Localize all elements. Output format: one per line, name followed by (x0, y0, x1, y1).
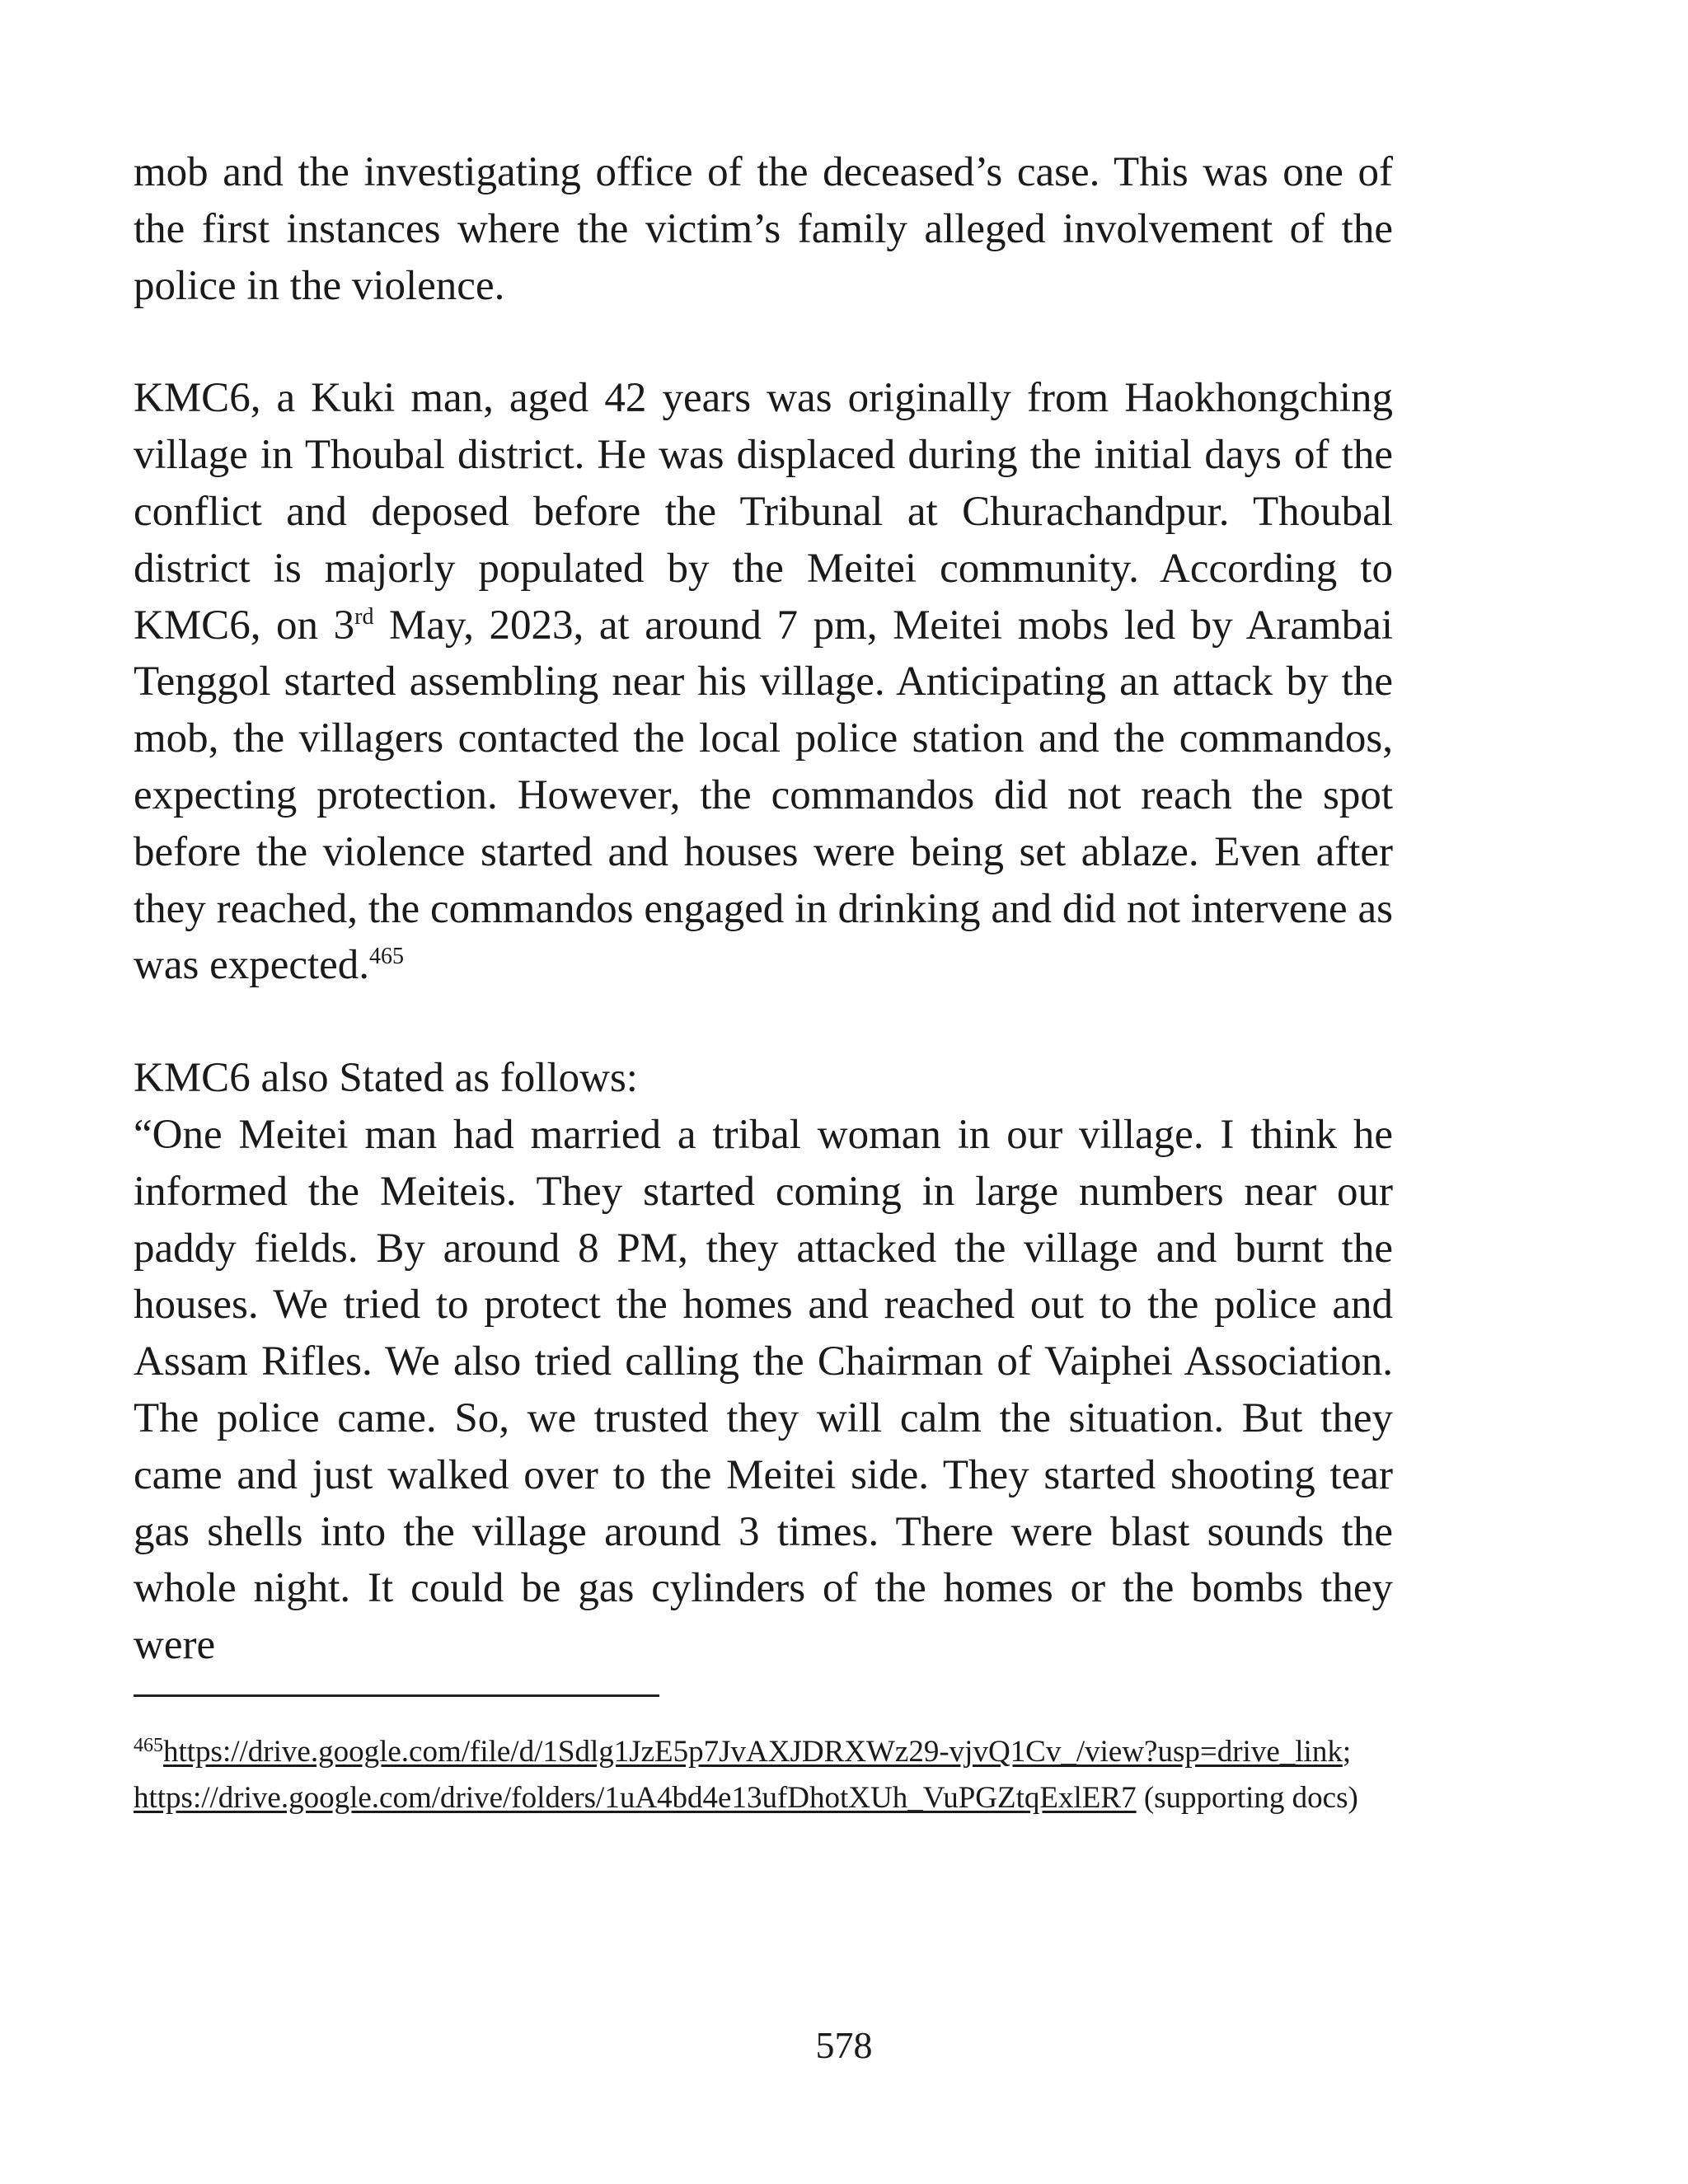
paragraph-kmc6-account (134, 370, 1393, 994)
paragraph-kmc6-text-b: May, 2023, at around 7 pm, Meitei mobs led by Arambai Tenggol started assembling near his village. Anticipating an attack by the mob, the villagers contacted the local police station and the commandos, expecting protection. However, the commandos did not reach the spot before the violence started and houses were being set ablaze. Even after they reached, the commandos engaged in drinking and did not intervene as was expected. (134, 602, 1393, 989)
paragraph-statement-intro: KMC6 also Stated as follows: (134, 1055, 638, 1102)
footnote-trailing-text: (supporting docs) (1136, 1781, 1358, 1815)
footnote-separator: ; (1342, 1735, 1352, 1769)
footnote-divider (134, 1694, 659, 1697)
footnote-number: 465 (134, 1735, 163, 1756)
paragraph-police-involvement: mob and the investigating office of the deceased’s case. This was one of the first instances where the victim’s family alleged involvement of the police in the violence. (134, 149, 1393, 309)
paragraph-testimony-quote: “One Meitei man had married a tribal woman in our village. I think he informed the Meiteis. They started coming in large numbers near our paddy fields. By around 8 PM, they attacked the village and burnt the houses. We tried to protect the homes and reached out to the police and Assam Rifles. We also tried calling the Chairman of Vaiphei Association. The police came. So, we trusted they will calm the situation. But they came and just walked over to the Meitei side. They started shooting tear gas shells into the village around 3 times. There were blast sounds the whole night. It could be gas cylinders of the homes or the bombs they were (134, 1111, 1393, 1669)
footnote-465 (134, 1722, 1393, 1821)
footnote-link-folder[interactable]: https://drive.google.com/drive/folders/1uA4bd4e13ufDhotXUh_VuPGZtqExlER7 (134, 1781, 1137, 1815)
footnote-link-file[interactable]: https://drive.google.com/file/d/1Sdlg1JzE5p7JvAXJDRXWz29-vjvQ1Cv_/view?usp=drive_link (163, 1735, 1343, 1769)
ordinal-suffix: rd (354, 603, 374, 630)
page-number: 578 (815, 2024, 873, 2066)
footnote-reference[interactable]: 465 (369, 944, 405, 970)
paragraph-kmc6-text-a: KMC6, a Kuki man, aged 42 years was originally from Haokhongching village in Thoubal district. He was displaced during the initial days of the conflict and deposed before the Tribunal at Churachandpur. Thoubal district is majorly populated by the Meitei community. According to KMC6, on 3 (134, 375, 1393, 649)
footnote-section (134, 1722, 1393, 1821)
page-body (134, 144, 1393, 1674)
